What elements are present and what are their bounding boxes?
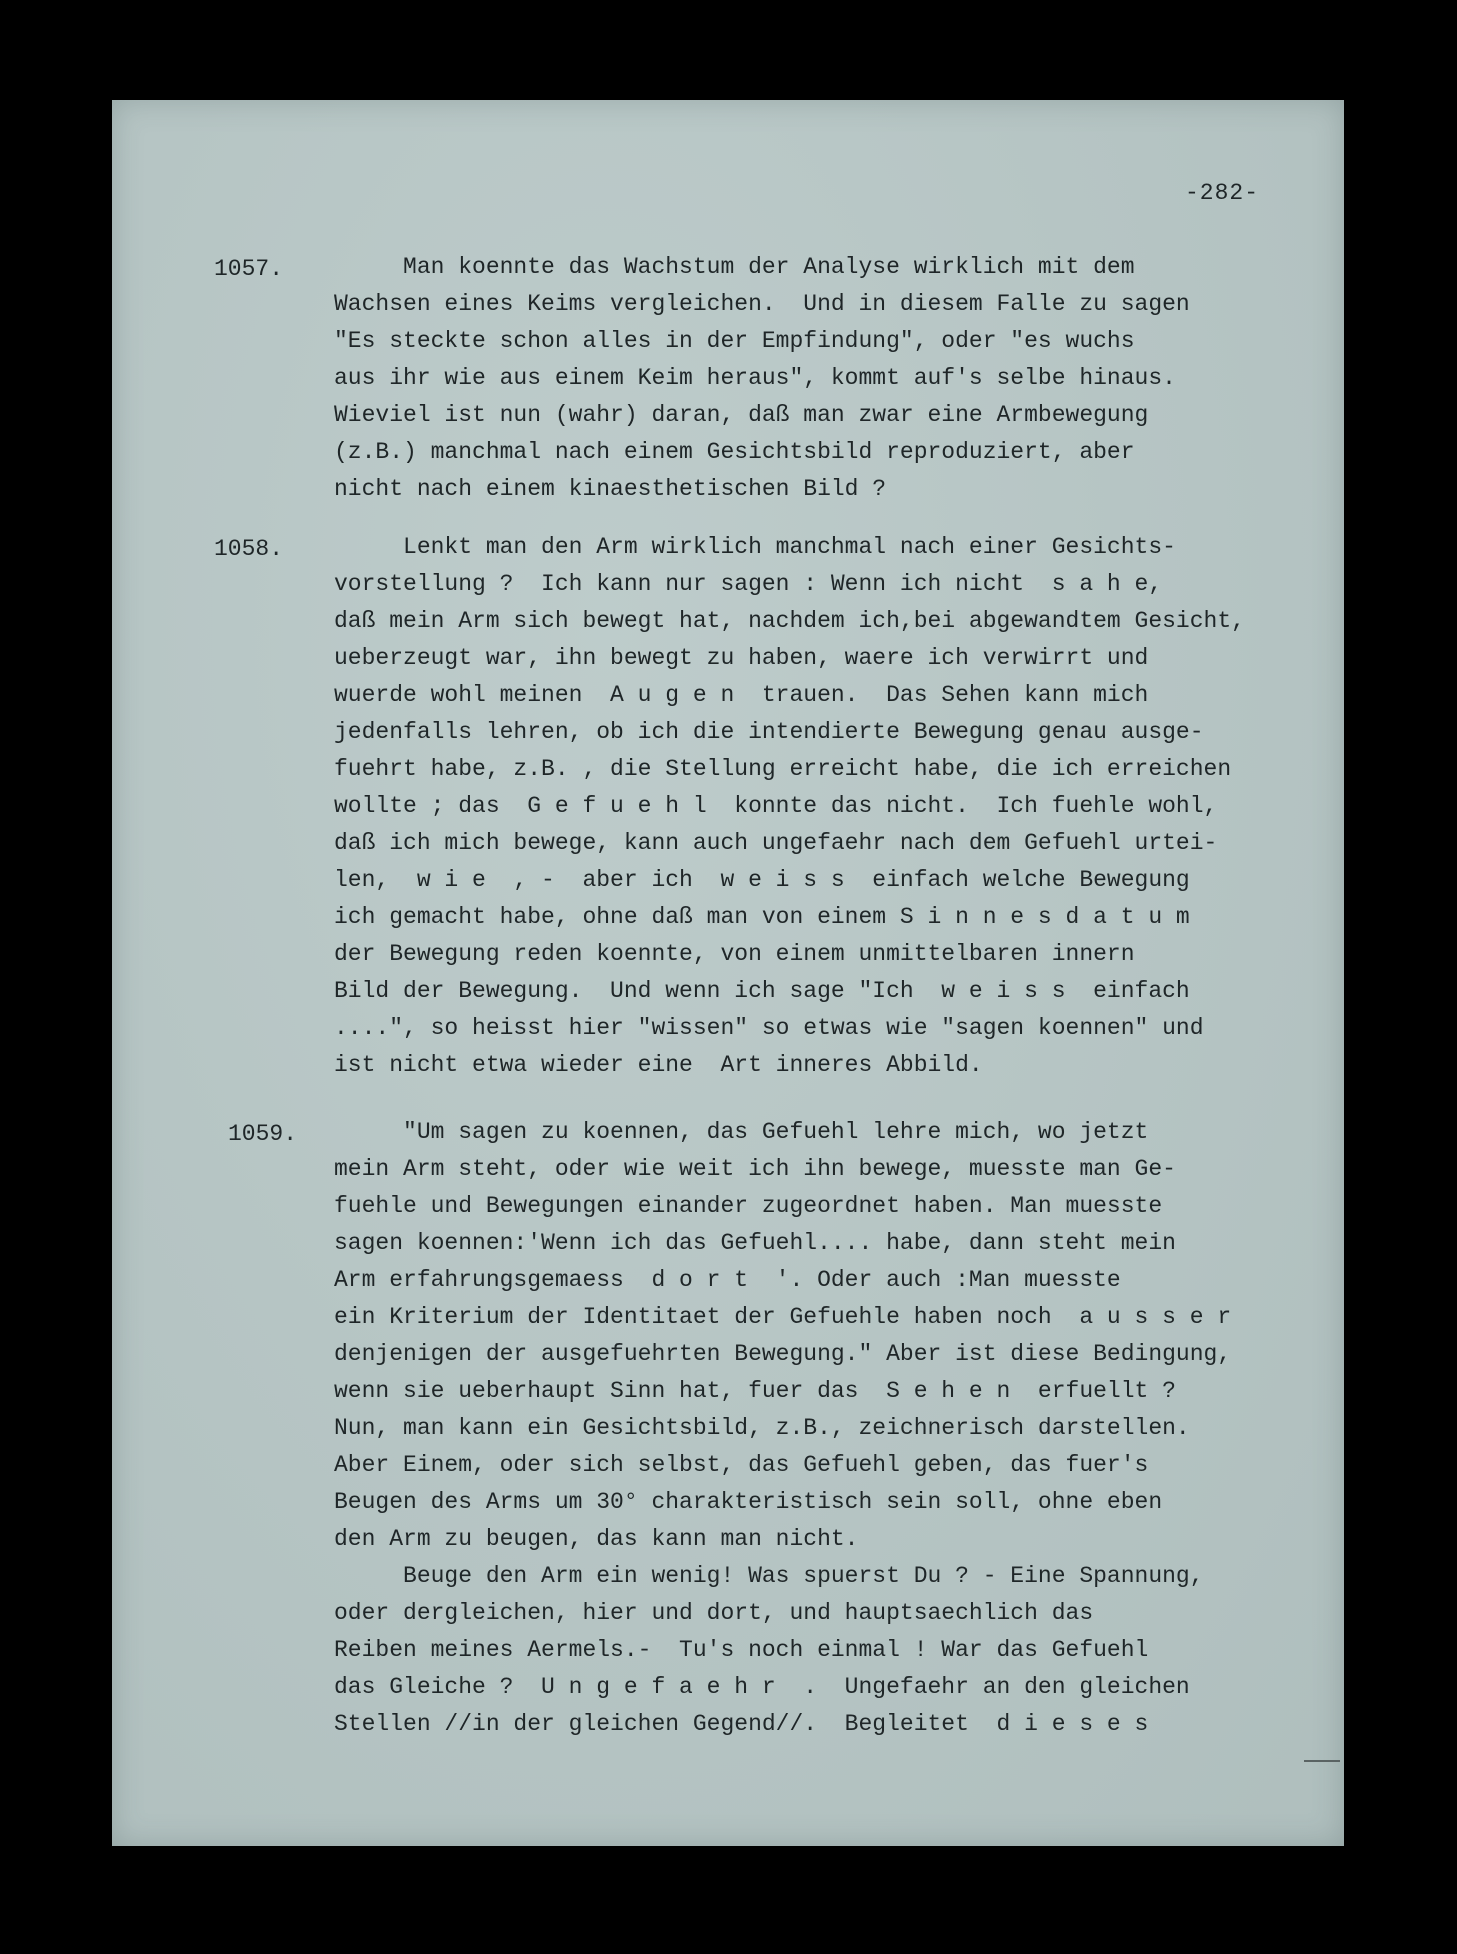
- text-line: aus ihr wie aus einem Keim heraus", kommt auf's selbe hinaus.: [334, 365, 1176, 391]
- entry-number: 1059.: [228, 1121, 298, 1147]
- text-line: ....", so heisst hier "wissen" so etwas wie "sagen koennen" und: [334, 1015, 1204, 1041]
- text-line: Nun, man kann ein Gesichtsbild, z.B., zeichnerisch darstellen.: [334, 1415, 1190, 1441]
- text-line: denjenigen der ausgefuehrten Bewegung." Aber ist diese Bedingung,: [334, 1341, 1232, 1367]
- text-line: wuerde wohl meinen A u g e n trauen. Das Sehen kann mich: [334, 682, 1149, 708]
- text-line: Beuge den Arm ein wenig! Was spuerst Du ? - Eine Spannung,: [334, 1563, 1204, 1589]
- text-line: "Es steckte schon alles in der Empfindung", oder "es wuchs: [334, 328, 1135, 354]
- text-line: daß ich mich bewege, kann auch ungefaehr nach dem Gefuehl urtei-: [334, 830, 1218, 856]
- text-line: ueberzeugt war, ihn bewegt zu haben, waere ich verwirrt und: [334, 645, 1149, 671]
- text-line: Reiben meines Aermels.- Tu's noch einmal ! War das Gefuehl: [334, 1637, 1149, 1663]
- text-line: ich gemacht habe, ohne daß man von einem S i n n e s d a t u m: [334, 904, 1190, 930]
- text-line: sagen koennen:'Wenn ich das Gefuehl.... habe, dann steht mein: [334, 1230, 1176, 1256]
- text-line: nicht nach einem kinaesthetischen Bild ?: [334, 476, 887, 502]
- text-line: den Arm zu beugen, das kann man nicht.: [334, 1526, 859, 1552]
- text-line: fuehrt habe, z.B. , die Stellung erreicht habe, die ich erreichen: [334, 756, 1232, 782]
- entry-number: 1057.: [214, 256, 284, 282]
- page-number: -282-: [1185, 180, 1260, 206]
- text-line: oder dergleichen, hier und dort, und hauptsaechlich das: [334, 1600, 1094, 1626]
- text-line: Bild der Bewegung. Und wenn ich sage "Ich w e i s s einfach: [334, 978, 1190, 1004]
- text-line: Arm erfahrungsgemaess d o r t '. Oder auch :Man muesste: [334, 1267, 1121, 1293]
- text-line: Stellen //in der gleichen Gegend//. Begleitet d i e s e s: [334, 1711, 1149, 1737]
- text-line: (z.B.) manchmal nach einem Gesichtsbild reproduziert, aber: [334, 439, 1135, 465]
- text-line: jedenfalls lehren, ob ich die intendierte Bewegung genau ausge-: [334, 719, 1204, 745]
- text-line: das Gleiche ? U n g e f a e h r . Ungefaehr an den gleichen: [334, 1674, 1190, 1700]
- text-line: Lenkt man den Arm wirklich manchmal nach einer Gesichts-: [334, 534, 1176, 560]
- text-line: vorstellung ? Ich kann nur sagen : Wenn ich nicht s a h e,: [334, 571, 1163, 597]
- text-line: Man koennte das Wachstum der Analyse wirklich mit dem: [334, 254, 1135, 280]
- text-line: der Bewegung reden koennte, von einem unmittelbaren innern: [334, 941, 1135, 967]
- text-line: fuehle und Bewegungen einander zugeordnet haben. Man muesste: [334, 1193, 1163, 1219]
- text-line: "Um sagen zu koennen, das Gefuehl lehre mich, wo jetzt: [334, 1119, 1149, 1145]
- text-line: Wieviel ist nun (wahr) daran, daß man zwar eine Armbewegung: [334, 402, 1149, 428]
- text-line: Wachsen eines Keims vergleichen. Und in diesem Falle zu sagen: [334, 291, 1190, 317]
- margin-pencil-mark: [1304, 1760, 1340, 1762]
- text-line: Aber Einem, oder sich selbst, das Gefuehl geben, das fuer's: [334, 1452, 1149, 1478]
- text-line: mein Arm steht, oder wie weit ich ihn bewege, muesste man Ge-: [334, 1156, 1176, 1182]
- entry-number: 1058.: [214, 536, 284, 562]
- text-line: Beugen des Arms um 30° charakteristisch sein soll, ohne eben: [334, 1489, 1163, 1515]
- text-line: ein Kriterium der Identitaet der Gefuehle haben noch a u s s e r: [334, 1304, 1232, 1330]
- text-line: ist nicht etwa wieder eine Art inneres Abbild.: [334, 1052, 983, 1078]
- text-line: daß mein Arm sich bewegt hat, nachdem ich,bei abgewandtem Gesicht,: [334, 608, 1245, 634]
- text-line: wenn sie ueberhaupt Sinn hat, fuer das S e h e n erfuellt ?: [334, 1378, 1176, 1404]
- text-line: wollte ; das G e f u e h l konnte das nicht. Ich fuehle wohl,: [334, 793, 1218, 819]
- text-line: len, w i e , - aber ich w e i s s einfach welche Bewegung: [334, 867, 1190, 893]
- typescript-page: [112, 100, 1344, 1846]
